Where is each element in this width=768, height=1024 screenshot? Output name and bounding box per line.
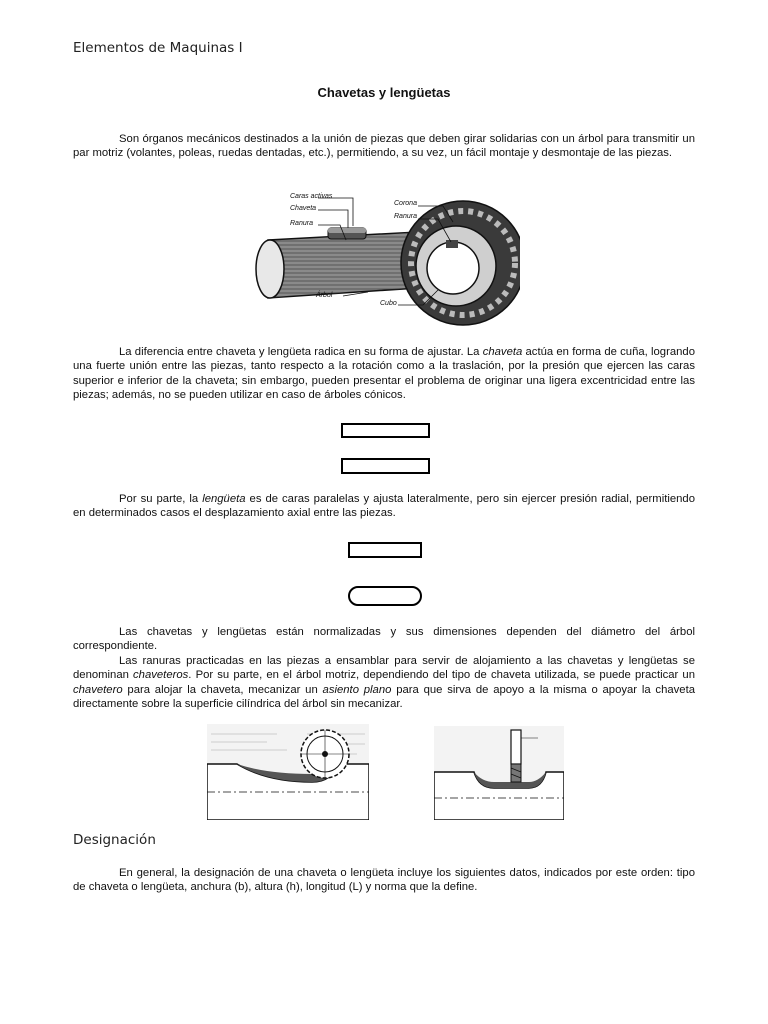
label-corona: Corona — [394, 200, 417, 207]
figure1-labels — [248, 188, 520, 334]
ranuras-text-1: Las ranuras practicadas en las piezas a ensamblar para servir de alojamiento a las chavetas y lengüetas se denominan — [73, 654, 695, 682]
diff-text-a: La diferencia entre chaveta y lengüeta radica en su forma de ajustar. La — [119, 346, 483, 358]
ranuras-text-4: para que sirva de apoyo a la misma o apoyar la chaveta directamente sobre la superficie cilíndrica del árbol sin mecanizar. — [73, 683, 695, 711]
keyseat-milling-disc-illustration — [207, 724, 369, 820]
intro-paragraph — [73, 132, 695, 161]
diff-chaveta-italic: chaveta — [482, 346, 523, 358]
label-ranura-left: Ranura — [290, 220, 313, 227]
diff-paragraph — [73, 345, 695, 403]
page-title: Chavetas y lengüetas — [317, 85, 451, 100]
chaveta-profile-upper — [341, 423, 430, 438]
label-ranura-right: Ranura — [394, 213, 417, 220]
section-title-designacion: Designación — [73, 832, 156, 848]
normalized-paragraph — [73, 625, 695, 711]
keyseat-end-mill-illustration — [434, 726, 564, 820]
normalized-text: Las chavetas y lengüetas están normalizadas y sus dimensiones dependen del diámetro del árbol correspondiente. — [73, 626, 695, 653]
document-header: Elementos de Maquinas I — [73, 40, 243, 56]
lengueta-text-a: Por su parte, la — [119, 493, 203, 505]
lengueta-profile-rect — [348, 542, 422, 558]
ranuras-text-3: para alojar la chaveta, mecanizar un — [122, 683, 323, 696]
diff-text-b: actúa en forma de cuña, logrando una fuerte unión entre las piezas, tanto respecto a la rotación como a la traslación, por la presión que ejercen las caras superior e inferior de la chaveta; sin embargo, pueden presentar el problema de originar una ligera excentricidad entre las piezas; además, no se pueden utilizar en caso de árboles cónicos. — [73, 346, 695, 402]
ranuras-text-2: . Por su parte, en el árbol motriz, dependiendo del tipo de chaveta utilizada, se puede practicar un — [188, 669, 695, 682]
label-chaveta: Chaveta — [290, 205, 317, 212]
ranuras-italic-3: asiento plano — [322, 683, 392, 696]
ranuras-italic-1: chaveteros — [133, 669, 189, 682]
lengueta-text-b: es de caras paralelas y ajusta lateralmente, pero sin ejercer presión radial, permitiendo en determinados casos el desplazamiento axial entre las piezas. — [73, 493, 696, 520]
designacion-paragraph — [73, 866, 695, 895]
label-cubo: Cubo — [380, 300, 397, 307]
label-caras-activas: Caras activas — [290, 193, 333, 200]
ranuras-italic-2: chavetero — [73, 683, 123, 696]
label-arbol: Árbol — [316, 292, 333, 299]
lengueta-italic: lengüeta — [202, 493, 246, 505]
lengueta-paragraph — [73, 492, 695, 521]
designacion-text: En general, la designación de una chaveta o lengüeta incluye los siguientes datos, indicados por este orden: tipo de chaveta o lengüeta, anchura (b), altura (h), longitud (L) y norma que la define. — [73, 867, 695, 894]
intro-text: Son órganos mecánicos destinados a la unión de piezas que deben girar solidarias con un árbol para transmitir un par motriz (volantes, poleas, ruedas dentadas, etc.), permitiendo, a su vez, un fácil montaje y desmontaje de las piezas. — [73, 133, 695, 160]
lengueta-profile-rounded — [348, 586, 422, 606]
chaveta-profile-lower — [341, 458, 430, 474]
